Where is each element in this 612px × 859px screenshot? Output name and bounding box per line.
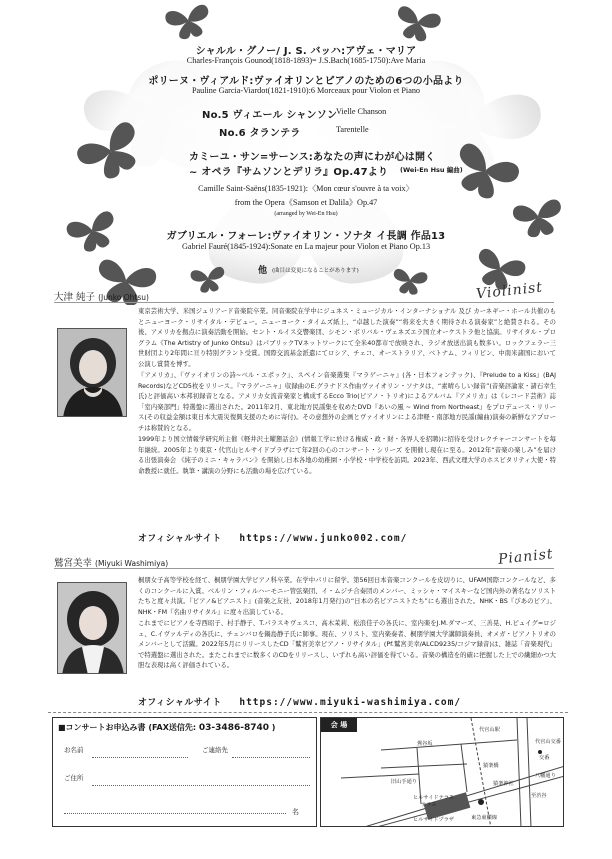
map-label-road-top: 鶯谷坂 bbox=[417, 741, 433, 747]
pianist-bio bbox=[138, 576, 556, 673]
form-count-field[interactable] bbox=[64, 813, 286, 814]
map-label-kyu-yamate: 旧山手通り bbox=[391, 779, 417, 785]
application-form bbox=[52, 717, 317, 827]
pianist-site-label: オフィシャルサイト bbox=[138, 698, 222, 708]
application-form-frame bbox=[52, 717, 317, 827]
pianist-photo bbox=[57, 582, 127, 674]
piece2-title: ポリーヌ・ヴィアルド:ヴァイオリンとピアノのための6つの小品より bbox=[148, 76, 464, 87]
piece3-title-line2: ~ オペラ『サムソンとデリラ』Op.47より bbox=[189, 167, 389, 178]
other-label: 他 bbox=[258, 266, 268, 276]
piece2-no6-en: Tarentelle bbox=[336, 125, 369, 134]
pianist-bio-paragraph-1: 桐朋女子高等学校を経て、桐朋学園大学ピアノ科卒業。在学中パリに留学。第56回日本音楽コンクールを皮切りに、UFAM国際コンクールなど、多くのコンクールに入賞。ベルリン・フィルハーモニー管弦楽団、イ・ムジチ合奏団のメンバー、ミッシャ・マイスキーなど国内外の著名なソリストたちと度々共演。『ピアノ&ピアニスト』(音楽之友社、2018年1月発行)の“日本の名ピアニストたち”にも選出された。NHK・BS『ぴあのピア』、NHK・FM『名曲リサイタル』に度々出演している。 bbox=[138, 577, 556, 616]
cut-line bbox=[48, 712, 568, 713]
piece2-no5-label: No.5 ヴィエール シャンソン bbox=[202, 110, 338, 121]
piece2-no6-label: No.6 タランテラ bbox=[219, 128, 301, 139]
venue-map-drawing bbox=[321, 718, 564, 827]
map-label-hillside-terrace: テラス bbox=[421, 802, 437, 808]
form-title-text: ■コンサートお申込み書 (FAX送信先: bbox=[58, 723, 197, 732]
application-form-title bbox=[58, 722, 275, 733]
piece4-title: ガブリエル・フォーレ:ヴァイオリン・ソナタ イ長調 作品13 bbox=[166, 231, 446, 242]
pianist-site-link[interactable]: https://www.miyuki-washimiya.com/ bbox=[239, 697, 462, 708]
form-count-label: 名 bbox=[292, 808, 299, 816]
violinist-portrait-image bbox=[58, 329, 127, 417]
form-name-field[interactable] bbox=[92, 757, 188, 758]
piece4-subtitle: Gabriel Fauré(1845-1924):Sonate en La majeur pour Violon et Piano Op.13 bbox=[181, 242, 431, 251]
violinist-script-label: Violinist bbox=[475, 279, 544, 303]
piece1-subtitle: Charles-François Gounod(1818-1893)= J.S.Bach(1685-1750):Ave Maria bbox=[186, 56, 426, 65]
map-label-shrine: 猿楽神社 bbox=[493, 781, 514, 787]
pianist-official-site bbox=[138, 695, 461, 708]
piece3-title-line1: カミーユ・サン=サーンス:あなたの声にわが心は開く bbox=[189, 152, 436, 163]
form-address-field[interactable] bbox=[92, 785, 310, 786]
form-name-label: お名前 bbox=[64, 746, 84, 754]
piece1-title: シャルル・グノー/ J. S. バッハ:アヴェ・マリア bbox=[195, 46, 417, 57]
map-label-jr: 至渋谷 bbox=[531, 793, 547, 799]
venue-map bbox=[320, 717, 564, 827]
piece3-arranger-jp: (Wei-En Hsu 編曲) bbox=[400, 166, 463, 174]
form-phone-field[interactable] bbox=[232, 757, 310, 758]
venue-map-header: 会 場 bbox=[321, 718, 357, 732]
piece2-no5-en: Vielle Chanson bbox=[336, 107, 387, 116]
violinist-divider bbox=[54, 302, 554, 303]
violinist-bio-paragraph-3: 1999年より国立情報学研究所主催《軽井沢土曜懇話会》(情報工学に於ける権威・政・財・各界人を招聘)に招待を受けレクチャーコンサートを毎年継続。2005年より東京・代官山ヒルサイドプラザにて年2回の心のコンサート・シリーズ を開催し現在に至る。2012年“音楽の楽しみ”を届ける出張演奏会 《純子のミニ・キャラバン》を開始し日本各地の幼稚園・小学校・中学校を訪問。2023年、西武文理大学のホスピタリティ大使・特命教授に就任。執筆・講演の分野にも活動の場を広げている。 bbox=[138, 436, 556, 475]
piece2-subtitle: Pauline Garcia-Viardot(1821-1910):6 Morceaux pour Violon et Piano bbox=[191, 86, 421, 95]
pianist-portrait-image bbox=[58, 583, 127, 674]
pianist-name-romaji: (Miyuki Washimiya) bbox=[95, 559, 169, 568]
violinist-photo bbox=[57, 328, 127, 417]
map-label-tokyu: 東急東横線 bbox=[471, 815, 497, 821]
form-phone-label: ご連絡先 bbox=[202, 746, 228, 754]
form-address-label: ご住所 bbox=[64, 774, 84, 782]
violinist-bio-paragraph-1: 東京芸術大学、米国ジュリアード音楽院卒業。同音楽院在学中にジュネス・ミュージカル・インターナショナル 及び カーネギー・ホール共催のもとニューヨーク・リサイタル・デビュー。ニューヨーク・タイムズ紙上、“卓越した演奏”“将来を大きく期待される演奏家”と絶賛される。その後、アメリカを拠点に演奏活動を開始。セント・ルイス交響楽団、シモン・ボリバル・ヴェネズエラ国立オーケストラ他と協演。リサイタル・プログラム《The Artistry of Junko Ohtsu》はパブリックTVネットワークにて全米40都市で放映され、ラジオ放送出演も数多い。ロックフェラー三世財団より2年間に亘り特別グラント受賞。国際交流基金派遣にてロシア、チェコ、オーストラリア、ベトナム、フィリピン、中南米諸国において公演し賞賛を博す。 bbox=[138, 308, 556, 368]
pianist-divider bbox=[54, 568, 554, 569]
program-section bbox=[0, 0, 612, 305]
pianist-bio-paragraph-2: これまでにピアノを寺西昭子、村手静子、T.パラスキヴェスコ、高木茉莉、松浪佳子の各氏に、室内楽をJ.M.ダマーズ、三善晃、H.ピュイグ=ロジェ、C.イヴァルディの各氏に、チェンバロを鍋島静子氏に師事。現在、ソリスト、室内楽奏者、桐朋学園大学講師演奏員、オメガ・ピアノトリオのメンバーとして活躍。2022年5月にリリースしたCD「鷲宮美幸ピアノ・リサイタル」(Pf.鷲宮美幸/ALCD9235/コジマ録音)は、雑誌「音楽現代」で特選盤に選出された。またこれまでに数多くのCDをリリースし、いずれも高い評価を得ている。音楽の構造を的確に把握した上での繊細かつ大胆な表現は高く評価されている。 bbox=[138, 620, 556, 669]
violinist-official-site bbox=[138, 531, 407, 544]
other-note: (曲目は変更になることがあります) bbox=[272, 268, 359, 274]
violinist-site-link[interactable]: https://www.junko002.com/ bbox=[239, 533, 408, 544]
map-label-traffic: 代官山交番 bbox=[535, 739, 561, 745]
form-fax-number: 03-3486-8740 bbox=[198, 723, 269, 733]
violinist-site-label: オフィシャルサイト bbox=[138, 534, 222, 544]
piece3-subtitle2: from the Opera《Samson et Dalila》Op.47 bbox=[234, 198, 378, 207]
pianist-script-label: Pianist bbox=[497, 546, 555, 568]
map-label-mae: 猿楽橋 bbox=[483, 763, 499, 769]
violinist-bio bbox=[138, 307, 556, 478]
violinist-name bbox=[54, 289, 149, 303]
piece3-subtitle1: Camille Saint-Saëns(1835-1921):〈Mon cœur s'ouvre à ta voix〉 bbox=[198, 184, 414, 193]
violinist-name-jp: 大津 純子 bbox=[54, 292, 96, 303]
violinist-bio-paragraph-2: 『アメリカ』、『ヴァイオリンの詩~ベル・エポック』、スペイン音楽選集『マラゲーニャ』(各・日本フォンテック)、『Prelude to a Kiss』(BAJ Records)などCD5枚をリリース。『マラゲーニャ』収録曲のE.グラナドス作曲ヴァイオリン・ソナタは、“素晴らしい録音”(音楽評論家・諸石幸生氏)と評価高い本邦初録音となる。アメリカ女流音楽家と構成するEcco Trio(ピアノ・トリオ)によるアルバム『アメリカ』は《レコード芸術》誌「室内楽部門」特選盤に選出された。2011年2月、東北地方民謡集を収めたDVD『あいの風 ~ Wind from Northeast』をプロデュース・リリース(その収益金額は東日本大震災復興支援のために寄付)。その意想外の企画とヴァイオリンによる津軽・南部地方民謡(編曲)演奏の新鮮なアプローチは称賛的となる。 bbox=[138, 372, 556, 432]
map-label-police: 交番 bbox=[539, 755, 550, 761]
map-label-hillside: ヒルサイドテラス bbox=[413, 795, 454, 801]
map-label-school: 八幡通り bbox=[535, 773, 556, 779]
map-label-hillside-plaza: ヒルサイドプラザ bbox=[413, 817, 454, 823]
form-title-close: ) bbox=[271, 723, 276, 732]
violinist-name-romaji: (Junko Ohtsu) bbox=[98, 293, 149, 302]
pianist-name-jp: 鷲宮美幸 bbox=[54, 558, 93, 569]
pianist-name bbox=[54, 555, 168, 569]
map-label-station: 代官山駅 bbox=[479, 727, 500, 733]
piece3-subtitle3: (arranged by Wei-En Hsu) bbox=[274, 211, 338, 217]
